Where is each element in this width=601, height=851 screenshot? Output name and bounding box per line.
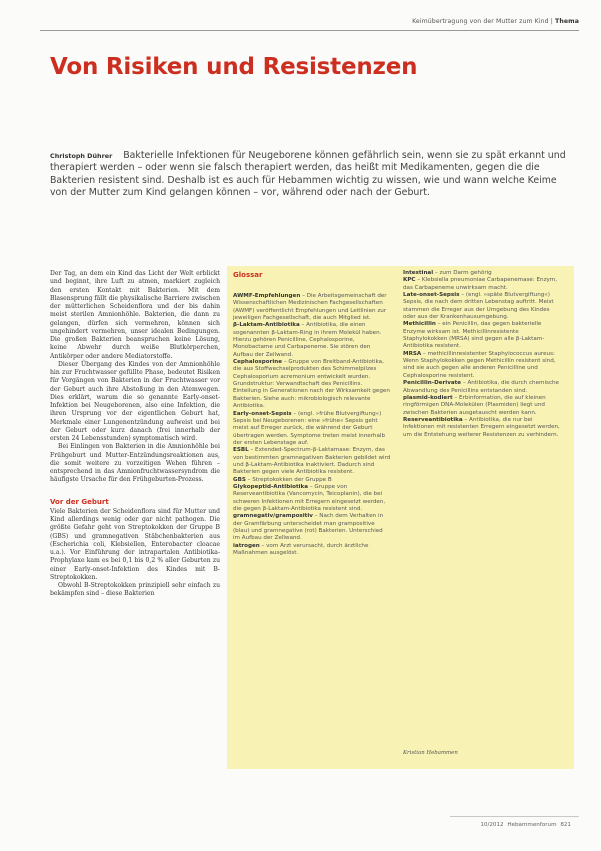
footer-rule [450,816,579,817]
body-paragraph: Der Tag, an dem ein Kind das Licht der Welt erblickt und beginnt, ihre Luft zu atmen, markiert zugleich den ersten Kontakt mit Bakterien. Mit dem Blasensprung fällt die physikalische Barriere zwischen der mütterlichen Scheidenflora und der bis dahin meist sterilen Amnionhöhle. Bakterien, die dann zu gelangen, dürfen sich vermehren, können sich ungehindert vermehren, unser idealen Bedingungen. Die großen Bakterien beanspruchen keine Lösung, keine Abwehr durch weiße Blutkörperchen, Antikörper oder andere Mediatorstoffe. [50,270,220,360]
glossary-term: plasmid-kodiert [403,394,453,401]
glossary-definition: – (engl. »späte Blutvergiftung«) Sepsis, die nach dem dritten Lebenstag auftritt. Meist stammen die Erreger aus der Umgebung des Kindes oder aus der Krankenhausumgebung. [403,292,554,321]
glossary-entry [233,447,391,476]
glossary-term: MRSA [403,350,422,357]
header-rule [40,30,579,31]
glossary-entry [403,270,561,277]
glossary-entry [403,351,561,380]
glossary-definition: – Gruppe von Reserveantibiotika (Vancomycin, Teicoplanin), die bei schweren Infektionen mit Erregern eingesetzt werden, die gegen β-Laktam-Antibiotika resistent sind. [233,483,386,512]
glossary-entry [403,417,561,439]
glossary-entry [233,543,391,558]
glossary-entry [233,477,391,484]
glossary-heading: Glossar [233,271,263,279]
glossary-definition: – Die Arbeitsgemeinschaft der Wissenschaftlichen Medizinischen Fachgesellschaften (AWMF) veröffentlicht Empfehlungen und Leitlinien zur jeweiligen Fachgesellschaft, die auch Mitglied ist. [233,293,387,322]
glossary-term: iatrogen [233,542,260,549]
glossary-definition: – ein Penicillin, das gegen bakterielle Enzyme wirksam ist. Methicillinresistente Staphylokokken (MRSA) sind gegen alle β-Laktam-Antibiotika resistent. [403,321,545,350]
glossary-entry [403,292,561,321]
glossary-definition: – Antibiotika, die durch chemische Abwandlung des Penicillins entstanden sind. [403,380,560,394]
author-name: Christoph Dührer [50,152,113,160]
glossary-author-note: Kristian Hebammen [403,750,458,756]
section-heading: Vor der Geburt [50,497,109,506]
glossary-entry [403,321,561,350]
article-title: Von Risiken und Resistenzen [50,54,418,80]
glossary-definition: – zum Darm gehörig [433,270,492,276]
glossary-term: ESBL [233,447,249,454]
glossary-column-right [403,270,561,439]
glossary-definition: – Klebsiella pneumoniae Carbapenemase: Enzym, das Carbapeneme unwirksam macht. [403,277,558,291]
glossary-term: Intestinal [403,270,434,276]
glossary-entry [233,359,391,410]
glossary-entry [233,411,391,448]
article-intro [50,150,570,200]
glossary-term: Methicillin [403,321,436,328]
glossary-definition: – Extended-Spectrum-β-Laktamase: Enzym, das von bestimmten gramnegativen Bakterien gebildet wird und β-Laktam-Antibiotika inaktiviert. Dadurch sind Bakterien gegen viele Antibiotika resistent. [233,447,391,476]
glossary-term: GBS [233,476,246,483]
glossary-term: Cephalosporine [233,359,283,366]
glossary-entry [403,380,561,395]
glossary-term: Glykopeptid-Antibiotika [233,483,309,490]
glossary-definition: – Antibiotika, die einen sogenannten β-Laktam-Ring in ihrem Molekül haben. Hierzu gehören Penicilline, Cephalosporine, Monobactame und Carbapeneme. Sie stören den Aufbau der Zellwand. [233,322,382,358]
glossary-entry [403,277,561,292]
glossary-term: KPC [403,277,416,284]
glossary-entry [233,322,391,359]
glossary-term: Late-onset-Sepsis [403,292,460,299]
glossary-definition: – methicillinresistenter Staphylococcus aureus: Wenn Staphylokokken gegen Methicillin resistent sind, sind sie auch gegen alle anderen Penicilline und Cephalosporine resistent. [403,350,556,379]
glossary-definition: – Erbinformation, die auf kleinen ringförmigen DNA-Molekülen (Plasmiden) liegt und zwischen Bakterien ausgetauscht werden kann. [403,394,546,416]
glossary-term: β-Laktam-Antibiotika [233,322,300,329]
glossary-definition: – vom Arzt verursacht, durch ärztliche Maßnahmen ausgelöst. [233,542,369,557]
body-paragraph: Obwohl B-Streptokokken prinzipiell sehr einfach zu bekämpfen sind – diese Bakterien [50,582,220,598]
glossary-definition: – (engl. »frühe Blutvergiftung«) Sepsis bei Neugeborenen: eine »frühe« Sepsis geht meist auf Erreger zurück, die während der Geburt übertragen werden. Symptome treten meist innerhalb der ersten Lebenstage auf. [233,410,385,446]
article-body [50,270,220,599]
glossary-term: Early-onset-Sepsis [233,410,292,417]
glossary-term: Reserveantibiotika [403,416,463,423]
glossary-box [227,266,574,769]
glossary-column-left [233,293,391,557]
glossary-entry [233,513,391,542]
glossary-definition: – Antibiotika, die nur bei Infektionen mit resistenten Erregern eingesetzt werden, um die Entstehung weiterer Resistenzen zu verhindern. [403,416,560,438]
glossary-entry [403,395,561,417]
glossary-definition: – Gruppe von Breitband-Antibiotika, die aus Stoffwechselprodukten des Schimmelpilzes Cephalosporium acremonium entwickelt wurden. Grundstruktur: Verwandtschaft des Penicillins. Einteilung in Generationen nach der Wirksamkeit gegen Bakterien. Siehe auch: mikrobiologisch relevante Antibiotika. [233,359,390,410]
body-paragraph: Dieser Übergang des Kindes von der Amnionhöhle hin zur Fruchtwasser gefüllte Phase, bedeutet Risiken für Vorgängen von Bakterien in der Fruchtwasser vor der Geburt auch ihre Abstoßung in den Atemwegen. Dies erklärt, warum die so genannte Early-onset-Infektion bei Neugeborenen, also eine Infektion, die ihren Ursprung vor der eigentlichen Geburt hat, Merkmale einer Lungenentzündung aufweist und bei der Geburt oder kurz danach (frei innerhalb der ersten 24 Lebensstunden) symptomatisch wird. [50,360,220,442]
section-topic: Keimübertragung von der Mutter zum Kind [412,18,549,25]
intro-text: Bakterielle Infektionen für Neugeborene können gefährlich sein, wenn sie zu spät erkannt und therapiert werden – oder wenn sie falsch therapiert werden, das heißt mit Medikamenten, gegen die die Bakterien resistent sind. Deshalb ist es auch für Hebammen wichtig zu wissen, wie und wann welche Keime von der Mutter zum Kind gelangen können – vor, während oder nach der Geburt. [50,150,566,199]
glossary-entry [233,293,391,322]
section-label: Keimübertragung von der Mutter zum Kind | Thema [412,18,579,25]
glossary-term: Penicillin-Derivate [403,380,462,387]
section-tag: Thema [555,18,579,25]
body-paragraph: Bei Einlingen von Bakterien in die Amnionhöhle bei Frühgeburt und Mutter-Entzündungsreaktionen aus, die somit weitere zu vorzeitigen Wehen führen – entsprechend in das Amnionfruchtwassersyndrom die häufigste Ursache für den Frühgeburten-Prozess. [50,443,220,484]
glossary-entry [233,484,391,513]
page-footer: 10/2012 Hebammenforum 821 [480,822,571,828]
glossary-term: gramnegativ/grampositiv [233,513,313,520]
glossary-definition: – Streptokokken der Gruppe B [245,476,332,483]
body-paragraph: Viele Bakterien der Scheidenflora sind für Mutter und Kind allerdings wenig oder gar nicht pathogen. Die größte Gefahr geht von Streptokokken der Gruppe B (GBS) und gramnegativen Stäbchenbakterien aus (Escherichia coli, Klebsiellen, Enterobacter cloacae u.a.). Vor Einführung der intrapartalen Antibiotika-Prophylaxe kam es bei 0,1 bis 0,2 % aller Geburten zu einer Early-onset-Infektion des Kindes mit B-Streptokokken. [50,507,220,581]
glossary-definition: – Nach dem Verhalten in der Gramfärbung unterscheidet man grampositive (blau) und gramnegative (rot) Bakterien. Unterschied im Aufbau der Zellwand. [233,513,384,542]
glossary-term: AWMF-Empfehlungen [233,293,301,299]
